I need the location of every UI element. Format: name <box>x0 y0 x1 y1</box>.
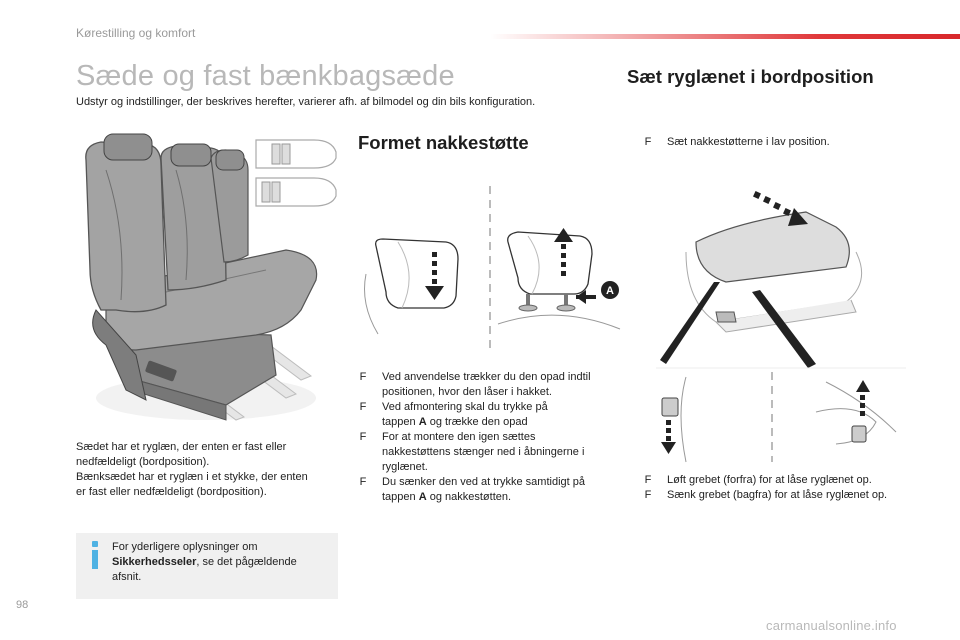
table-position-step-1 <box>643 135 923 150</box>
page-number: 98 <box>16 599 29 611</box>
watermark: carmanualsonline.info <box>766 618 897 633</box>
info-icon <box>89 541 101 571</box>
page-title: Sæde og fast bænkbagsæde <box>76 60 455 92</box>
list-item: F Ved afmontering skal du trykke på tappen A og trække den opad <box>359 401 548 428</box>
seat-description: Sædet har et ryglæn, der enten er fast eller nedfældeligt (bordposition). Bænksædet har et ryglæn i et stykke, der enten er fast eller nedfældeligt (bordposition). <box>76 441 308 498</box>
heading-table-position: Sæt ryglænet i bordposition <box>627 66 874 87</box>
headrest-diagram <box>358 184 624 356</box>
list-item: F Sænk grebet (bagfra) for at låse ryglænet op. <box>644 489 888 501</box>
section-header: Kørestilling og komfort <box>76 26 196 40</box>
info-text: For yderligere oplysninger om Sikkerhedsseler, se det pågældende afsnit. <box>112 541 297 583</box>
backrest-fold-diagram <box>656 172 906 468</box>
info-box <box>76 533 338 599</box>
list-item: F Løft grebet (forfra) for at låse ryglænet op. <box>644 474 872 486</box>
list-item: F Ved anvendelse trækker du den opad indtil positionen, hvor den låser i hakket. <box>359 371 591 398</box>
list-item: F Sæt nakkestøtterne i lav position. <box>644 136 830 148</box>
tab-a-label: A <box>606 285 614 297</box>
heading-headrest: Formet nakkestøtte <box>358 132 529 153</box>
list-item: F Du sænker den ved at trykke samtidigt på tappen A og nakkestøtten. <box>359 476 585 503</box>
vehicle-layout-icons <box>254 136 344 216</box>
header-red-rule <box>490 34 960 39</box>
seatbelt-link-text[interactable]: Sikkerhedsseler <box>112 556 197 568</box>
page-subtitle: Udstyr og indstillinger, der beskrives herefter, varierer afh. af bilmodel og din bils konfiguration. <box>76 96 536 108</box>
list-item: F For at montere den igen sættes nakkestøttens stænger ned i åbningerne i ryglænet. <box>359 431 585 473</box>
table-position-steps-2 <box>643 473 933 503</box>
headrest-instructions <box>358 370 623 505</box>
